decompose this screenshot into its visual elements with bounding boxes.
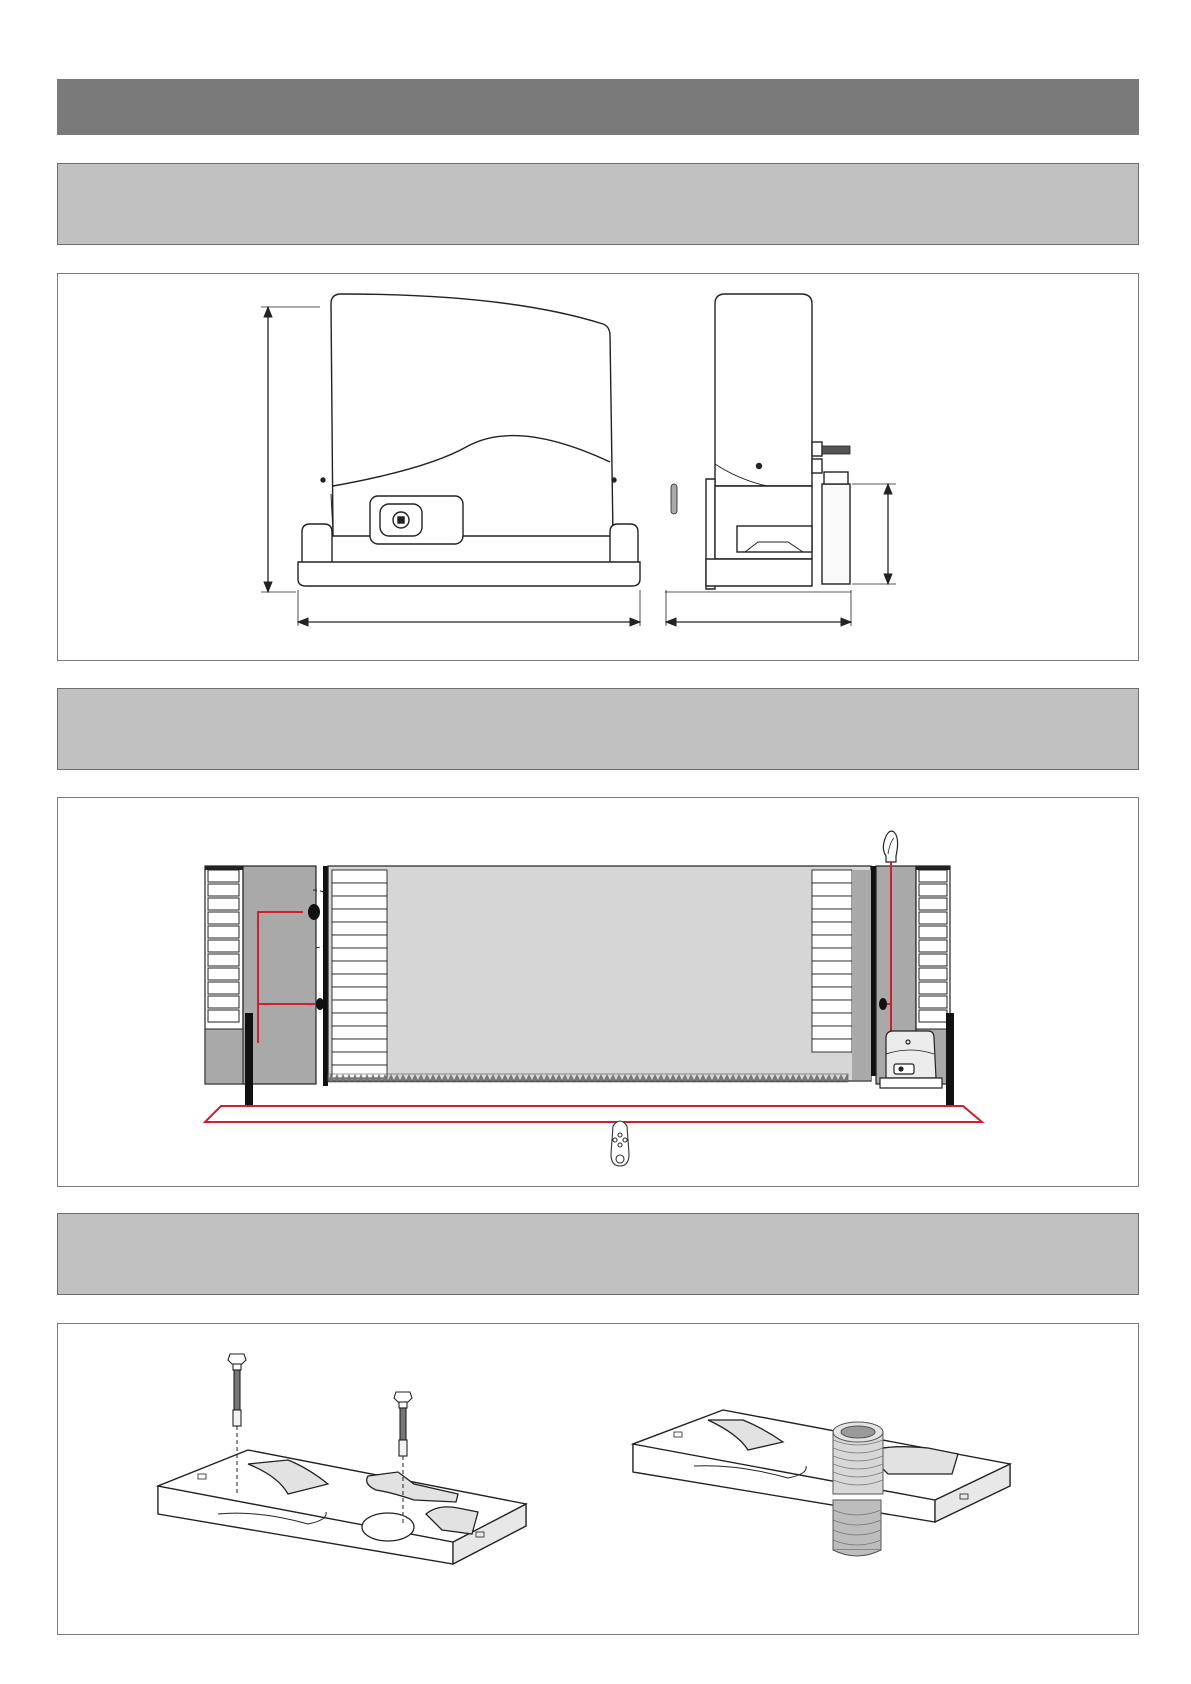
anchor-bolt-2 <box>394 1392 412 1456</box>
photocell-post-right <box>946 1013 954 1105</box>
base-plate-drawing <box>58 1324 1138 1634</box>
gate-motor-installed <box>880 1031 942 1088</box>
flashing-lamp <box>883 831 897 862</box>
base-plate-left <box>158 1450 526 1564</box>
section-bar-installation-layout <box>57 688 1139 770</box>
pillar-left <box>205 866 316 1084</box>
gate-motor-front-view <box>298 294 640 586</box>
panel-installation-layout <box>57 797 1139 1187</box>
photocell-left <box>316 998 324 1010</box>
photocell-post-left <box>245 1013 253 1105</box>
gear-rack <box>328 1074 848 1082</box>
anchor-bolt-1 <box>228 1354 246 1426</box>
sliding-gate <box>323 866 876 1086</box>
section-bar-base-plate <box>57 1213 1139 1295</box>
panel-base-plate <box>57 1323 1139 1635</box>
remote-control <box>611 1121 629 1166</box>
section-bar-dimensions <box>57 163 1139 245</box>
gate-motor-side-view <box>671 294 850 589</box>
base-plate-right <box>633 1410 1010 1522</box>
conduit-pipe <box>833 1422 883 1556</box>
key-selector <box>308 904 320 920</box>
panel-motor-dimensions <box>57 273 1139 661</box>
photocell-right <box>879 998 887 1010</box>
installation-layout-drawing <box>58 798 1138 1186</box>
page-header-bar <box>57 79 1139 135</box>
ground-wiring-lines <box>205 1106 982 1122</box>
motor-dimensions-drawing <box>58 274 1138 660</box>
